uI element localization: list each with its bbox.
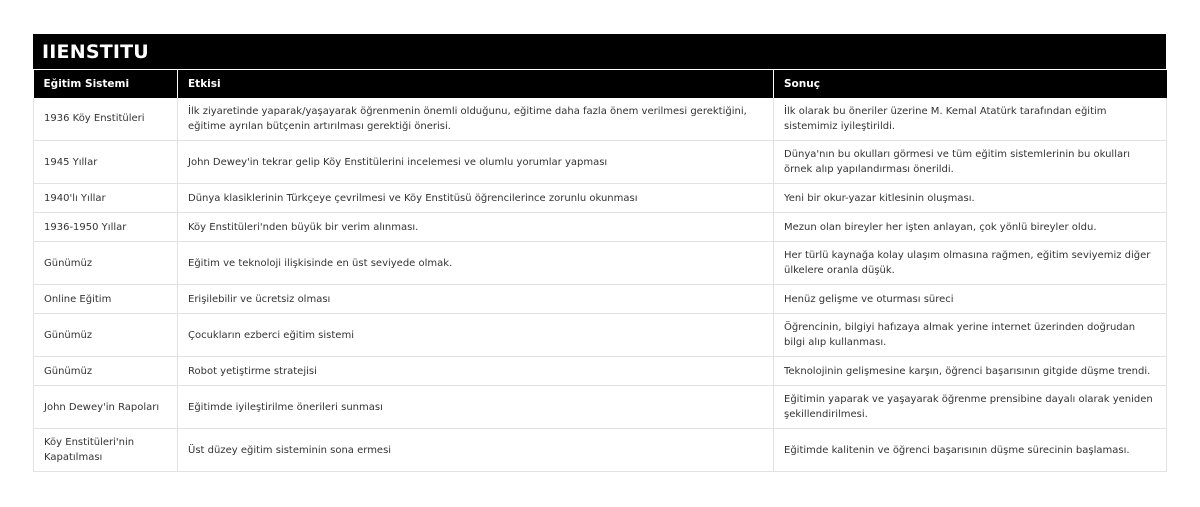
table-cell: Eğitim ve teknoloji ilişkisinde en üst seviyede olmak.	[178, 242, 774, 285]
table-cell: Üst düzey eğitim sisteminin sona ermesi	[178, 429, 774, 472]
table-cell: Online Eğitim	[34, 285, 178, 314]
table-cell: John Dewey'in Rapoları	[34, 386, 178, 429]
header-sonuc: Sonuç	[774, 70, 1167, 98]
table-row	[34, 242, 1167, 285]
table-cell: Eğitimde iyileştirilme önerileri sunması	[178, 386, 774, 429]
table-row	[34, 213, 1167, 242]
table-row	[34, 429, 1167, 472]
header-etkisi: Etkisi	[178, 70, 774, 98]
table-cell: Eğitimde kalitenin ve öğrenci başarısının düşme sürecinin başlaması.	[774, 429, 1167, 472]
brand-header	[33, 34, 1166, 69]
table-cell: John Dewey'in tekrar gelip Köy Enstitülerini incelemesi ve olumlu yorumlar yapması	[178, 141, 774, 184]
table-header-row	[34, 70, 1167, 98]
table-cell: Teknolojinin gelişmesine karşın, öğrenci başarısının gitgide düşme trendi.	[774, 357, 1167, 386]
education-table	[33, 69, 1167, 472]
table-cell: Köy Enstitüleri'nin Kapatılması	[34, 429, 178, 472]
table-cell: Mezun olan bireyler her işten anlayan, çok yönlü bireyler oldu.	[774, 213, 1167, 242]
table-cell: 1936-1950 Yıllar	[34, 213, 178, 242]
table-cell: Erişilebilir ve ücretsiz olması	[178, 285, 774, 314]
table-row	[34, 285, 1167, 314]
table-cell: Köy Enstitüleri'nden büyük bir verim alınması.	[178, 213, 774, 242]
table-row	[34, 314, 1167, 357]
table-cell: 1936 Köy Enstitüleri	[34, 98, 178, 141]
table-row	[34, 386, 1167, 429]
table-cell: Robot yetiştirme stratejisi	[178, 357, 774, 386]
table-row	[34, 357, 1167, 386]
table-cell: 1940'lı Yıllar	[34, 184, 178, 213]
table-cell: İlk ziyaretinde yaparak/yaşayarak öğrenmenin önemli olduğunu, eğitime daha fazla önem verilmesi gerektiğini, eğitime ayrılan bütçenin artırılması gerektiği önerisi.	[178, 98, 774, 141]
table-cell: Günümüz	[34, 314, 178, 357]
header-egitim-sistemi: Eğitim Sistemi	[34, 70, 178, 98]
table-cell: Dünya'nın bu okulları görmesi ve tüm eğitim sistemlerinin bu okulları örnek alıp yapılandırması önerildi.	[774, 141, 1167, 184]
brand-title: IIENSTITU	[42, 40, 149, 63]
table-cell: Dünya klasiklerinin Türkçeye çevrilmesi ve Köy Enstitüsü öğrencilerince zorunlu okunması	[178, 184, 774, 213]
table-cell: Çocukların ezberci eğitim sistemi	[178, 314, 774, 357]
table-row	[34, 98, 1167, 141]
table-cell: İlk olarak bu öneriler üzerine M. Kemal Atatürk tarafından eğitim sistemimiz iyileştirildi.	[774, 98, 1167, 141]
table-cell: Öğrencinin, bilgiyi hafızaya almak yerine internet üzerinden doğrudan bilgi alıp kullanması.	[774, 314, 1167, 357]
table-row	[34, 141, 1167, 184]
table-cell: 1945 Yıllar	[34, 141, 178, 184]
table-row	[34, 184, 1167, 213]
table-cell: Eğitimin yaparak ve yaşayarak öğrenme prensibine dayalı olarak yeniden şekillendirilmesi.	[774, 386, 1167, 429]
table-cell: Henüz gelişme ve oturması süreci	[774, 285, 1167, 314]
table-cell: Günümüz	[34, 242, 178, 285]
table-cell: Günümüz	[34, 357, 178, 386]
table-cell: Her türlü kaynağa kolay ulaşım olmasına rağmen, eğitim seviyemiz diğer ülkelere oranla düşük.	[774, 242, 1167, 285]
content-table-container	[33, 34, 1166, 472]
table-cell: Yeni bir okur-yazar kitlesinin oluşması.	[774, 184, 1167, 213]
